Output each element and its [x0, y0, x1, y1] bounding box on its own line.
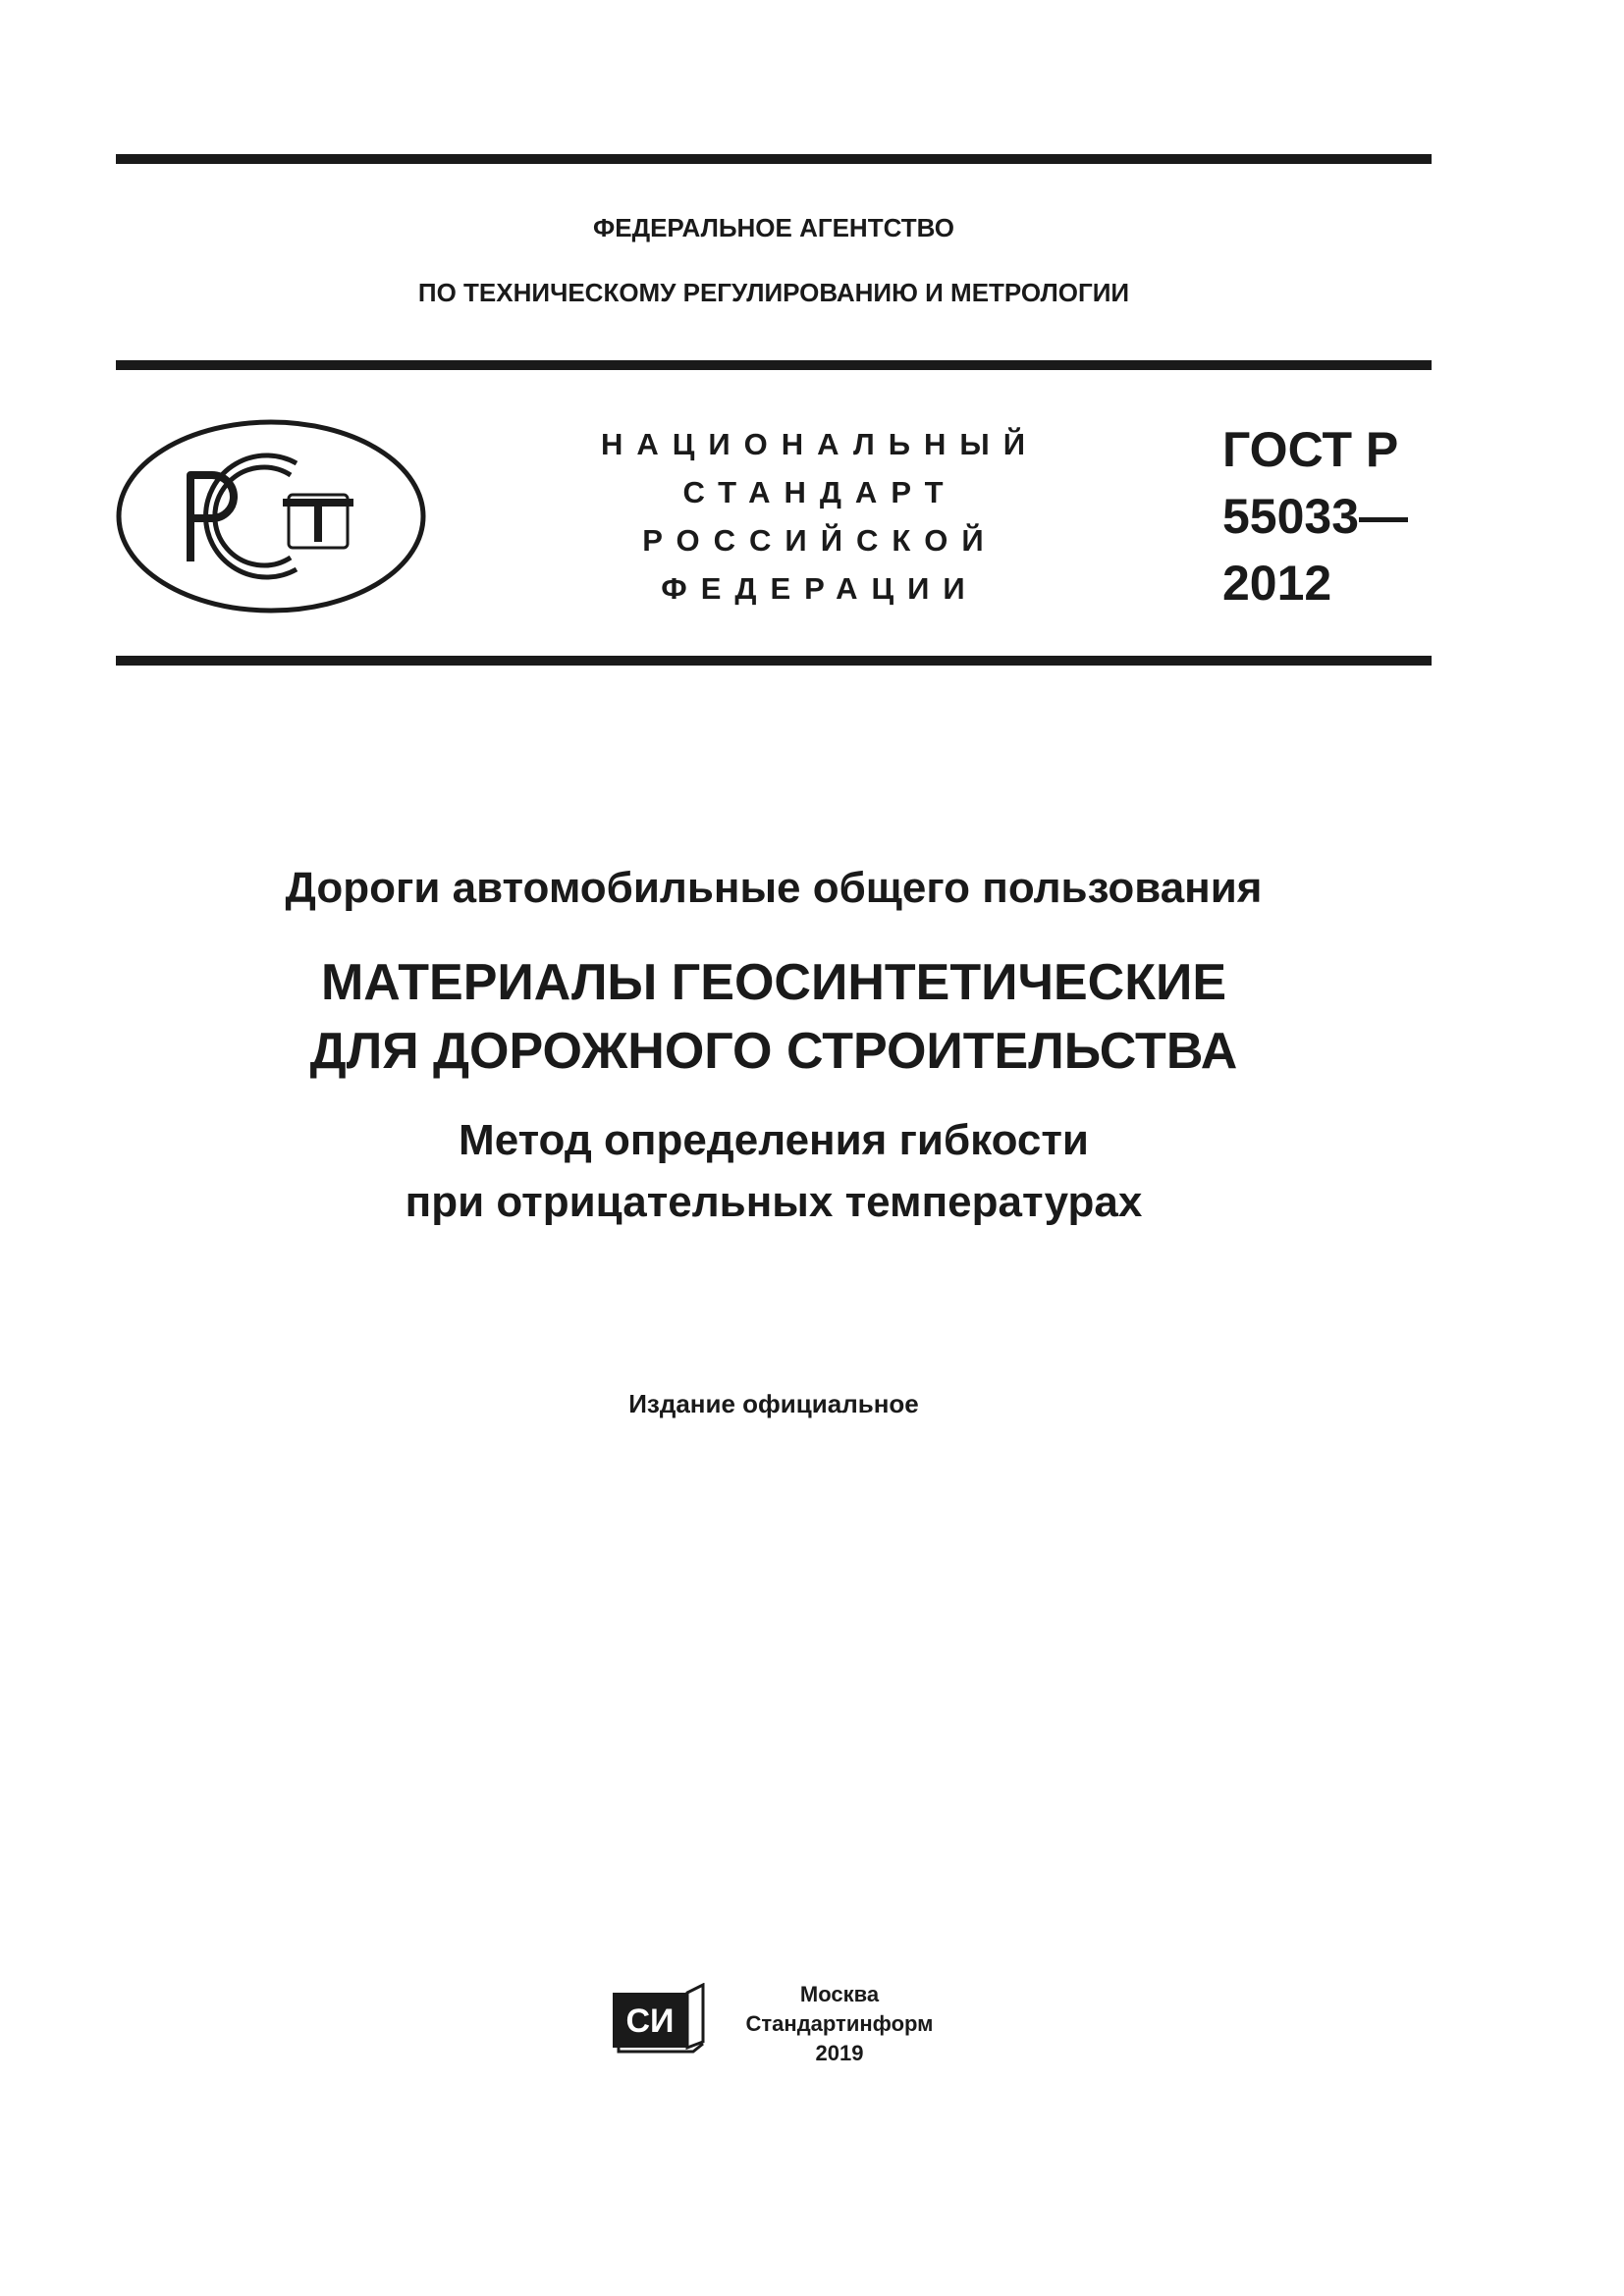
- main-title-line: МАТЕРИАЛЫ ГЕОСИНТЕТИЧЕСКИЕ: [320, 954, 1227, 1011]
- subtitle-line: при отрицательных температурах: [405, 1178, 1143, 1226]
- publisher-name: Стандартинформ: [745, 2011, 934, 2036]
- series-title: Дороги автомобильные общего пользования: [285, 864, 1263, 912]
- national-line: НАЦИОНАЛЬНЫЙ: [600, 427, 1040, 461]
- national-line: РОССИЙСКОЙ: [642, 523, 998, 558]
- national-line: СТАНДАРТ: [682, 475, 957, 509]
- rst-mark-icon: [114, 416, 428, 616]
- standard-code-line: ГОСТ Р: [1222, 422, 1399, 477]
- standard-code-line: 2012: [1222, 556, 1332, 611]
- standartinform-logo-letters: СИ: [625, 2002, 675, 2040]
- standard-code-line: 55033—: [1222, 489, 1409, 544]
- publisher-info: [727, 1980, 952, 2068]
- agency-name-line-2: ПО ТЕХНИЧЕСКОМУ РЕГУЛИРОВАНИЮ И МЕТРОЛОГИИ: [417, 278, 1130, 307]
- standard-block-bottom-rule: [116, 656, 1432, 666]
- national-standard-label: [589, 420, 1051, 613]
- top-rule: [116, 154, 1432, 164]
- agency-name-line-1: ФЕДЕРАЛЬНОЕ АГЕНТСТВО: [593, 213, 954, 242]
- national-line: ФЕДЕРАЦИИ: [661, 571, 979, 606]
- subtitle: [116, 1109, 1432, 1233]
- publisher-year: 2019: [815, 2041, 864, 2065]
- header-bottom-rule: [116, 360, 1432, 370]
- standard-code: [1222, 416, 1408, 616]
- publisher-city: Москва: [799, 1982, 880, 2006]
- main-title-line: ДЛЯ ДОРОЖНОГО СТРОИТЕЛЬСТВА: [309, 1023, 1238, 1080]
- standartinform-logo-icon: [611, 1983, 705, 2054]
- main-title: [116, 948, 1432, 1086]
- subtitle-line: Метод определения гибкости: [459, 1116, 1089, 1164]
- edition-label: Издание официальное: [628, 1389, 919, 1418]
